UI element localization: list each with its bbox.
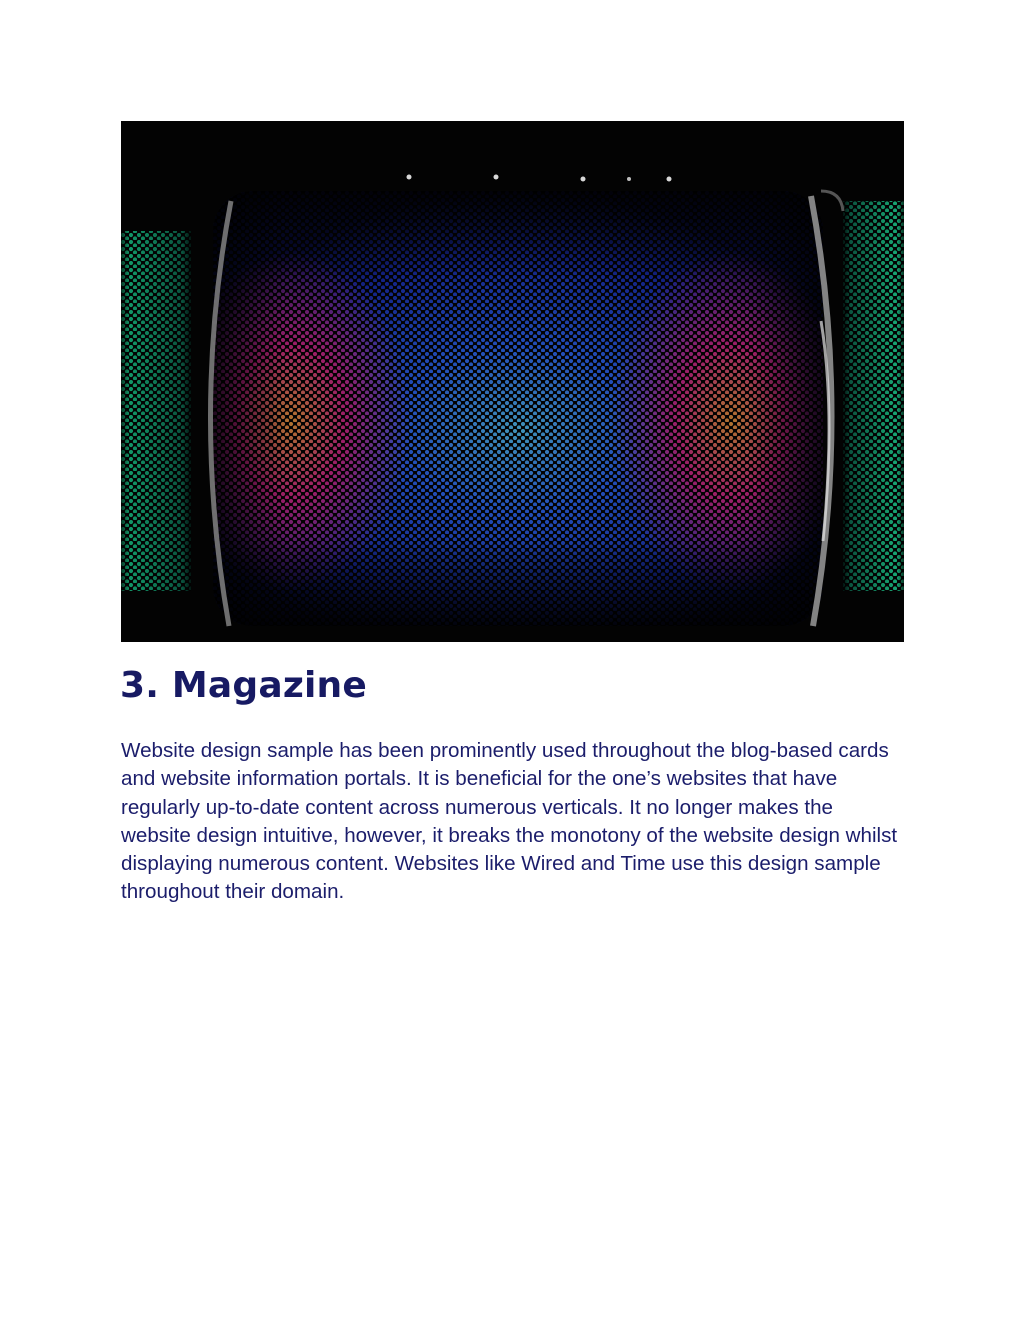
section-body-paragraph: Website design sample has been prominently used throughout the blog-based cards and website information portals. It is beneficial for the one’s websites that have regularly up-to-date content across numerous verticals. It no longer makes the website design intuitive, however, it breaks the monotony of the website design whilst displaying numerous content. Websites like Wired and Time use this design sample throughout their domain. bbox=[121, 739, 898, 904]
speaker-grille-icon bbox=[121, 121, 904, 642]
section-heading: 3. Magazine bbox=[120, 665, 367, 706]
speaker-grille-photo bbox=[121, 121, 904, 642]
